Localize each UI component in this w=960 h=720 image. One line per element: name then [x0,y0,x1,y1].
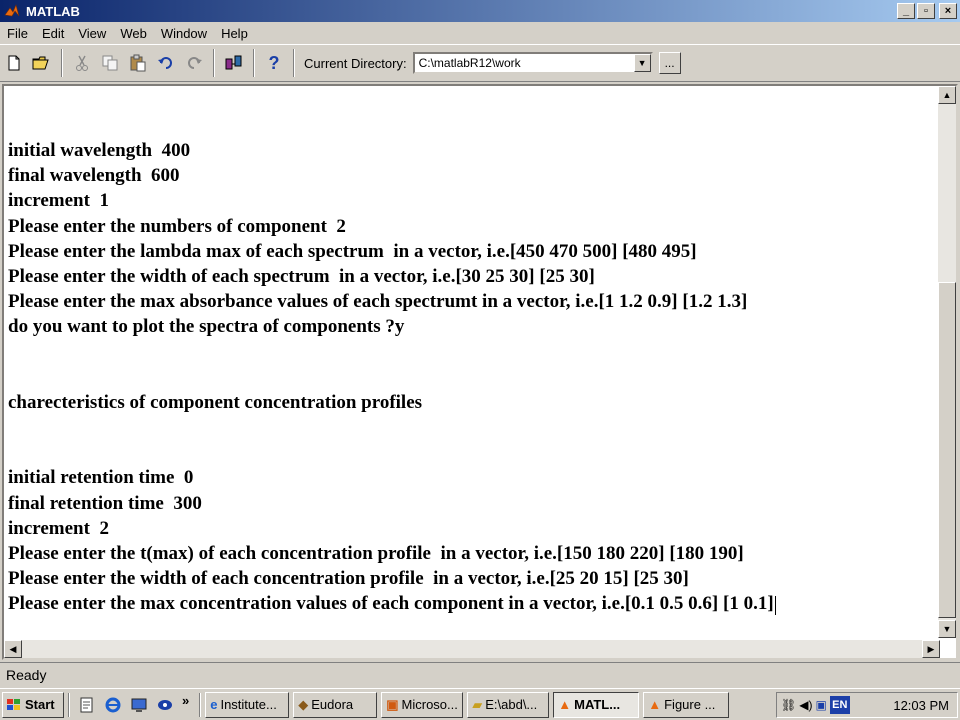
windows-logo-icon [6,698,22,712]
task-label: E:\abd\... [485,697,538,712]
menu-help[interactable]: Help [221,25,248,41]
taskbar-separator [199,693,201,717]
scroll-left-button[interactable] [4,640,22,658]
folder-icon: ▰ [472,696,483,712]
menu-file[interactable]: File [7,25,28,41]
task-label: Figure ... [664,697,716,712]
toolbar [0,44,960,82]
task-institute[interactable] [205,692,289,718]
network-icon[interactable]: ⛓ [781,698,797,712]
command-line: final retention time 300 [8,492,202,514]
chevron-down-icon: ▼ [637,58,647,68]
task-matlab[interactable] [553,692,639,718]
powerpoint-icon: ▣ [386,696,399,712]
command-line: Please enter the numbers of component 2 [8,215,346,237]
current-directory-label: Current Directory: [304,55,407,71]
toolbar-separator [253,49,255,77]
arrow-left-icon: ◀ [9,643,17,654]
text-caret [775,596,776,615]
status-text: Ready [6,666,47,683]
matlab-logo-icon [4,3,20,19]
arrow-down-icon: ▼ [942,624,952,634]
command-line [8,415,932,440]
help-button[interactable] [261,50,287,76]
menu-view[interactable]: View [78,25,107,41]
scroll-thumb[interactable] [938,282,956,618]
toolbar-separator [293,49,295,77]
copy-icon [101,54,119,72]
system-clock[interactable]: 12:03 PM [893,697,949,713]
eudora-icon: ◆ [298,696,309,712]
quicklaunch-ie[interactable] [102,694,124,716]
simulink-button[interactable] [221,50,247,76]
simulink-icon [224,53,244,73]
task-label: Microso... [401,697,458,712]
command-line [8,340,932,365]
system-tray [776,692,958,718]
taskbar-separator [68,693,70,717]
volume-icon[interactable]: ◀) [799,698,813,712]
internet-explorer-icon [104,696,122,714]
command-line: final wavelength 600 [8,165,180,187]
menu-bar [0,22,960,44]
open-file-button[interactable] [29,50,55,76]
command-line: initial wavelength 400 [8,140,191,161]
new-file-button[interactable] [1,50,27,76]
matlab-logo-icon: ▲ [558,697,572,712]
new-file-icon [5,54,23,72]
command-output [8,138,932,617]
command-line [8,591,932,616]
current-directory-value: C:\matlabR12\work [418,56,521,70]
command-line: Please enter the width of each spectrum in a vector, i.e.[30 25 30] [25 30] [8,265,595,287]
task-label: Eudora [311,697,354,712]
command-line: initial retention time 0 [8,467,194,489]
current-directory-dropdown[interactable] [634,54,651,72]
quicklaunch-desktop[interactable] [128,694,150,716]
command-line [8,440,932,465]
cut-icon [73,54,91,72]
help-icon: ? [268,52,280,73]
scroll-up-button[interactable] [938,86,956,104]
window-title: MATLAB [26,3,80,19]
quicklaunch-edit[interactable] [76,694,98,716]
redo-button[interactable] [181,50,207,76]
paste-button[interactable] [125,50,151,76]
start-label: Start [25,697,55,712]
menu-web[interactable]: Web [120,25,147,41]
vertical-scrollbar[interactable] [938,86,956,638]
paste-icon [129,54,147,72]
close-button[interactable]: × [939,3,957,19]
copy-button[interactable] [97,50,123,76]
scroll-down-button[interactable] [938,620,956,638]
task-label: Institute... [220,697,277,712]
language-indicator[interactable]: EN [830,696,850,714]
command-line: do you want to plot the spectra of components ?y [8,316,405,338]
arrow-up-icon: ▲ [942,90,952,100]
minimize-button[interactable]: _ [897,3,915,19]
cut-button[interactable] [69,50,95,76]
undo-icon [157,54,175,72]
restore-button[interactable]: ▫ [917,3,935,19]
menu-window[interactable]: Window [160,25,208,41]
channels-icon [156,696,174,714]
command-line: Please enter the lambda max of each spectrum in a vector, i.e.[450 470 500] [480 495] [8,240,697,262]
arrow-right-icon: ▶ [927,643,935,654]
command-line: Please enter the max absorbance values of each spectrumt in a vector, i.e.[1 1.2 0.9] [1.2 1.3] [8,291,748,313]
taskbar-more-chevron[interactable]: » [182,693,190,708]
undo-button[interactable] [153,50,179,76]
browse-directory-button[interactable]: ... [659,52,681,74]
command-line: Please enter the width of each concentration profile in a vector, i.e.[25 20 15] [25 30] [8,568,689,590]
toolbar-separator [61,49,63,77]
command-line: Please enter the t(max) of each concentration profile in a vector, i.e.[150 180 220] [180 190] [8,543,744,564]
task-figure[interactable] [643,692,729,718]
title-bar [0,0,960,22]
command-line: increment 2 [8,517,109,539]
command-line: charecteristics of component concentration profiles [8,391,423,413]
quicklaunch-channels[interactable] [154,694,176,716]
scroll-right-button[interactable] [922,640,940,658]
task-eudora[interactable] [293,692,377,718]
command-line-text: Please enter the max concentration values of each component in a vector, i.e.[0.1 0.5 0.6] [1 0.1] [8,593,774,615]
command-line: increment 1 [8,190,109,212]
open-folder-icon [32,54,52,72]
current-directory-input[interactable] [413,52,653,74]
ie-page-icon: e [210,697,218,712]
tray-app-icon[interactable]: ▣ [815,698,827,712]
notepad-icon [78,696,96,714]
menu-edit[interactable]: Edit [41,25,65,41]
task-powerpoint[interactable] [381,692,463,718]
redo-icon [185,54,203,72]
status-bar [0,662,960,686]
task-label: MATL... [574,697,621,712]
toolbar-separator [213,49,215,77]
taskbar [0,688,960,720]
desktop-icon [130,696,148,714]
task-explorer[interactable] [467,692,549,718]
start-button[interactable] [2,692,64,718]
command-line [8,365,932,390]
command-window[interactable] [2,84,958,660]
horizontal-scrollbar[interactable] [4,640,940,658]
matlab-figure-icon: ▲ [648,697,662,712]
